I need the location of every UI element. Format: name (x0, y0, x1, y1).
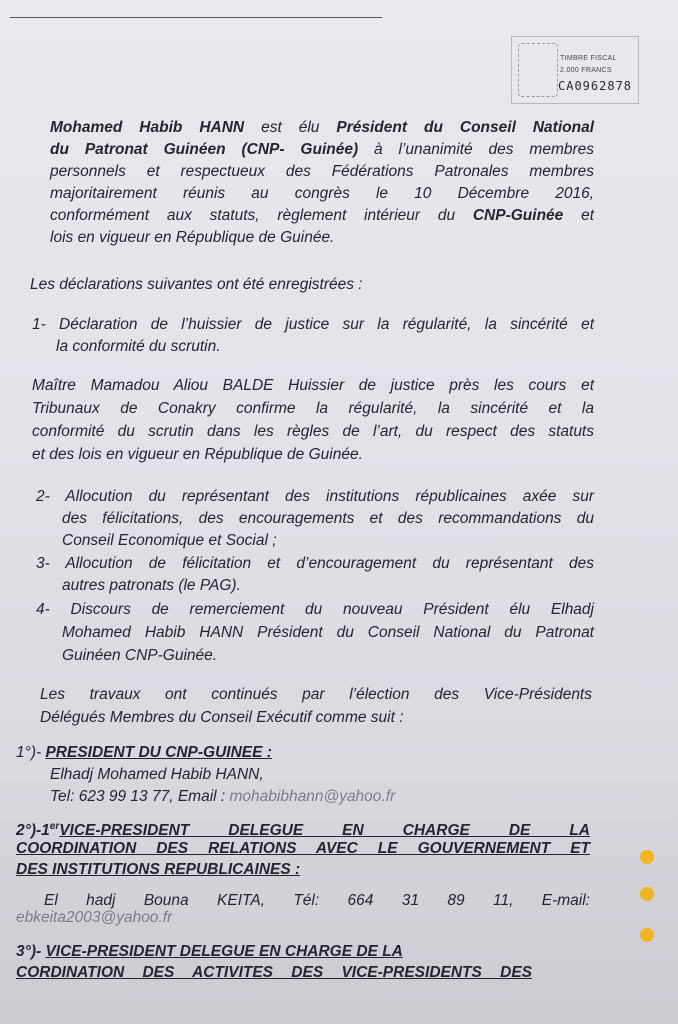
huissier-line-1: Maître Mamadou Aliou BALDE Huissier de justice près les cours et (32, 377, 594, 394)
intro-line-1: Mohamed Habib HANN est élu Président du Conseil National (50, 119, 594, 136)
section-2-heading-line-2: COORDINATION DES RELATIONS AVEC LE GOUVERNEMENT ET (16, 840, 590, 857)
item-4-line-1: 4- Discours de remerciement du nouveau Président élu Elhadj (36, 601, 594, 618)
intro-line-2: du Patronat Guinéen (CNP- Guinée) à l’unanimité des membres (50, 141, 595, 158)
declarations-intro: Les déclarations suivantes ont été enregistrées : (30, 276, 363, 293)
intro-line-3: personnels et respectueux des Fédérations Patronales membres (50, 163, 594, 180)
item-1-line-1: 1- Déclaration de l’huissier de justice sur la régularité, la sincérité et (32, 316, 594, 333)
travaux-line-2: Délégués Membres du Conseil Exécutif comme suit : (40, 709, 404, 726)
section-1-heading: 1°)- PRESIDENT DU CNP-GUINEE : (16, 744, 272, 761)
stamp-seal-icon (518, 43, 558, 97)
intro-line-5: conformément aux statuts, règlement intérieur du CNP-Guinée et (50, 207, 595, 224)
top-rule (10, 17, 382, 18)
huissier-line-2: Tribunaux de Conakry confirme la régularité, la sincérité et la (32, 400, 594, 417)
item-2-line-3: Conseil Economique et Social ; (62, 532, 277, 549)
item-4-line-2: Mohamed Habib HANN Président du Conseil National du Patronat (62, 624, 594, 641)
section-3-heading-line-2: CORDINATION DES ACTIVITES DES VICE-PRESIDENTS DES (16, 964, 532, 981)
page-indicator-dot-2[interactable] (640, 887, 654, 901)
section-3-heading-line-1: 3°)- VICE-PRESIDENT DELEGUE EN CHARGE DE LA (16, 943, 403, 960)
item-4-line-3: Guinéen CNP-Guinée. (62, 647, 218, 664)
section-2-heading-line-3: DES INSTITUTIONS REPUBLICAINES : (16, 861, 301, 878)
page-indicator-dot-3[interactable] (640, 928, 654, 942)
intro-line-4: majoritairement réunis au congrès le 10 Décembre 2016, (50, 185, 594, 202)
stamp-value: 2.000 FRANCS (560, 67, 612, 74)
item-3-line-1: 3- Allocution de félicitation et d’encouragement du représentant des (36, 555, 594, 572)
section-1-contact: Tel: 623 99 13 77, Email : mohabibhann@yahoo.fr (50, 788, 396, 805)
item-2-line-1: 2- Allocution du représentant des institutions républicaines axée sur (36, 488, 594, 505)
section-1-email: mohabibhann@yahoo.fr (229, 788, 396, 805)
section-2-heading-line-1: 2°)-1erVICE-PRESIDENT DELEGUE EN CHARGE DE LA (16, 821, 590, 840)
page-indicator-dot-1[interactable] (640, 850, 654, 864)
section-1-name: Elhadj Mohamed Habib HANN, (50, 766, 264, 783)
fiscal-stamp (511, 36, 639, 104)
travaux-line-1: Les travaux ont continués par l’élection des Vice-Présidents (40, 686, 592, 703)
item-1-line-2: la conformité du scrutin. (56, 338, 221, 355)
stamp-label: TIMBRE FISCAL (560, 55, 617, 62)
section-2-email: ebkeita2003@yahoo.fr (16, 909, 173, 926)
item-2-line-2: des félicitations, des encouragements et des recommandations du (62, 510, 594, 527)
section-2-contact: El hadj Bouna KEITA, Tél: 664 31 89 11, E-mail: (44, 892, 590, 909)
item-3-line-2: autres patronats (le PAG). (62, 577, 241, 594)
huissier-line-4: et des lois en vigueur en République de Guinée. (32, 446, 363, 463)
section-1-title: PRESIDENT DU CNP-GUINEE : (45, 744, 272, 761)
stamp-number: CA0962878 (558, 79, 633, 93)
intro-line-6: lois en vigueur en République de Guinée. (50, 229, 335, 246)
huissier-line-3: conformité du scrutin dans les règles de l’art, du respect des statuts (32, 423, 594, 440)
